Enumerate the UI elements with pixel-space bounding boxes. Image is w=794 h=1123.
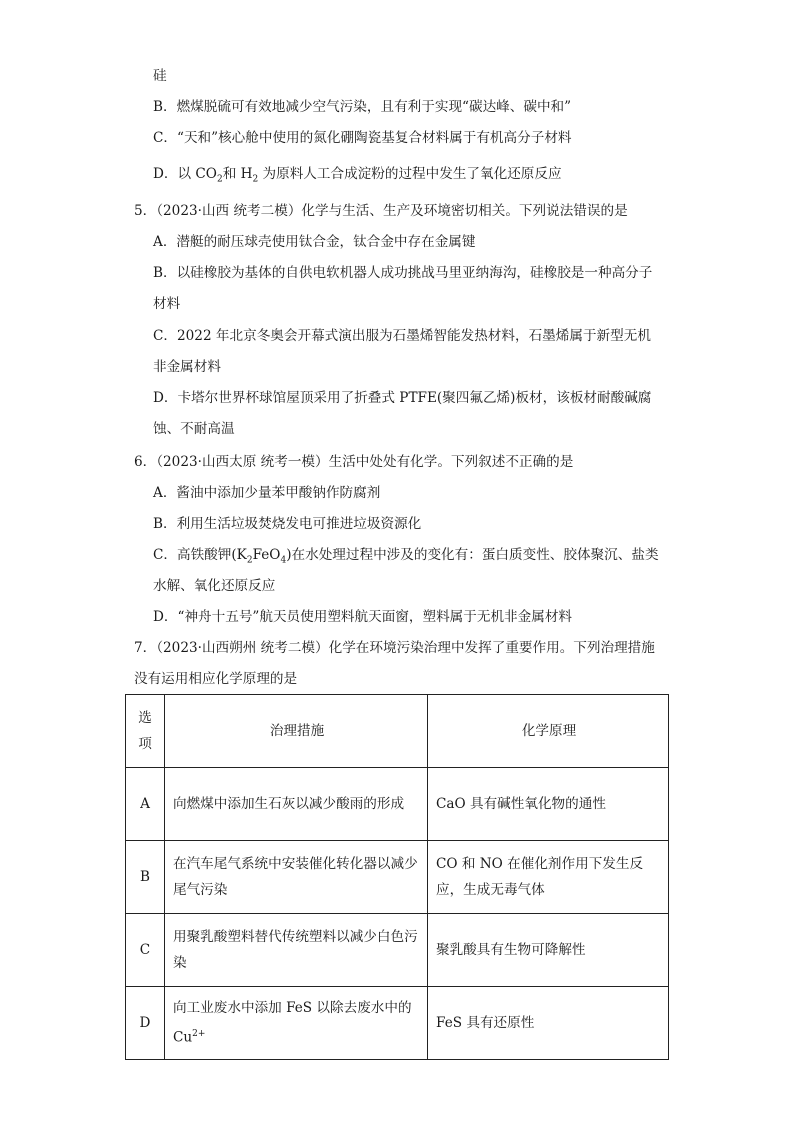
header-option-line1: 选 [138,710,152,726]
question-7-stem-cont: 没有运用相应化学原理的是 [134,671,298,687]
prev-option-c: C．“天和”核心舱中使用的氮化硼陶瓷基复合材料属于有机高分子材料 [153,130,572,146]
question-5-option-a: A．潜艇的耐压球壳使用钛合金，钛合金中存在金属键 [153,234,476,250]
table-row [126,987,669,1060]
row-measure-text: 向工业废水中添加 FeS 以除去废水中的 Cu [173,1000,412,1046]
table-row [126,768,669,841]
row-principle: CaO 具有碱性氧化物的通性 [428,768,669,841]
text: 和 H [222,166,253,182]
header-principle: 化学原理 [428,695,669,768]
question-5-option-b-cont: 材料 [153,296,181,312]
subscript: 2 [216,174,223,185]
row-option: A [126,768,165,841]
question-6-option-a: A．酱油中添加少量苯甲酸钠作防腐剂 [153,485,381,501]
header-measure: 治理措施 [165,695,428,768]
question-5-stem: 5．（2023·山西 统考二模）化学与生活、生产及环境密切相关。下列说法错误的是 [134,203,628,219]
prev-question-continuation: 硅 [153,68,167,84]
table-row [126,914,669,987]
row-option: D [126,987,165,1060]
table-row [126,841,669,914]
question-6-option-c [153,545,659,571]
text: D．以 CO [153,166,217,182]
subscript: 2 [252,174,259,185]
question-6-option-b: B．利用生活垃圾焚烧发电可推进垃圾资源化 [153,516,422,532]
subscript: 2 [246,555,253,566]
row-measure [165,987,428,1060]
row-measure: 在汽车尾气系统中安装催化转化器以减少尾气污染 [165,841,428,914]
text: )在水处理过程中涉及的变化有：蛋白质变性、胶体聚沉、盐类 [286,547,659,563]
row-principle: 聚乳酸具有生物可降解性 [428,914,669,987]
row-option: B [126,841,165,914]
question-6-option-c-cont: 水解、氧化还原反应 [153,578,276,594]
row-principle: FeS 具有还原性 [428,987,669,1060]
subscript: 4 [280,555,287,566]
question-7-stem: 7．（2023·山西朔州 统考二模）化学在环境污染治理中发挥了重要作用。下列治理措施 [134,640,655,656]
question-5-option-c: C．2022 年北京冬奥会开幕式演出服为石墨烯智能发热材料，石墨烯属于新型无机 [153,328,651,344]
text: FeO [252,547,281,563]
question-5-option-d: D．卡塔尔世界杯球馆屋顶采用了折叠式 PTFE(聚四氟乙烯)板材，该板材耐酸碱腐 [153,390,652,406]
text: C．高铁酸钾(K [153,547,247,563]
row-principle: CO 和 NO 在催化剂作用下发生反应，生成无毒气体 [428,841,669,914]
question-5-option-d-cont: 蚀、不耐高温 [153,421,235,437]
row-measure: 用聚乳酸塑料替代传统塑料以减少白色污染 [165,914,428,987]
question-6-option-d: D．“神舟十五号”航天员使用塑料航天面窗，塑料属于无机非金属材料 [153,609,573,625]
question-7-table [125,694,669,1060]
header-option [126,695,165,768]
header-option-line2: 项 [138,736,152,752]
question-5-option-c-cont: 非金属材料 [153,359,221,375]
superscript: 2+ [192,1029,206,1040]
text: 为原料人工合成淀粉的过程中发生了氧化还原反应 [258,166,562,182]
prev-option-b: B．燃煤脱硫可有效地减少空气污染，且有利于实现“碳达峰、碳中和” [153,99,572,115]
row-option: C [126,914,165,987]
question-6-stem: 6．（2023·山西太原 统考一模）生活中处处有化学。下列叙述不正确的是 [134,454,574,470]
table-header-row [126,695,669,768]
prev-option-d [153,164,562,190]
question-5-option-b: B．以硅橡胶为基体的自供电软机器人成功挑战马里亚纳海沟，硅橡胶是一种高分子 [153,265,653,281]
row-measure: 向燃煤中添加生石灰以减少酸雨的形成 [165,768,428,841]
